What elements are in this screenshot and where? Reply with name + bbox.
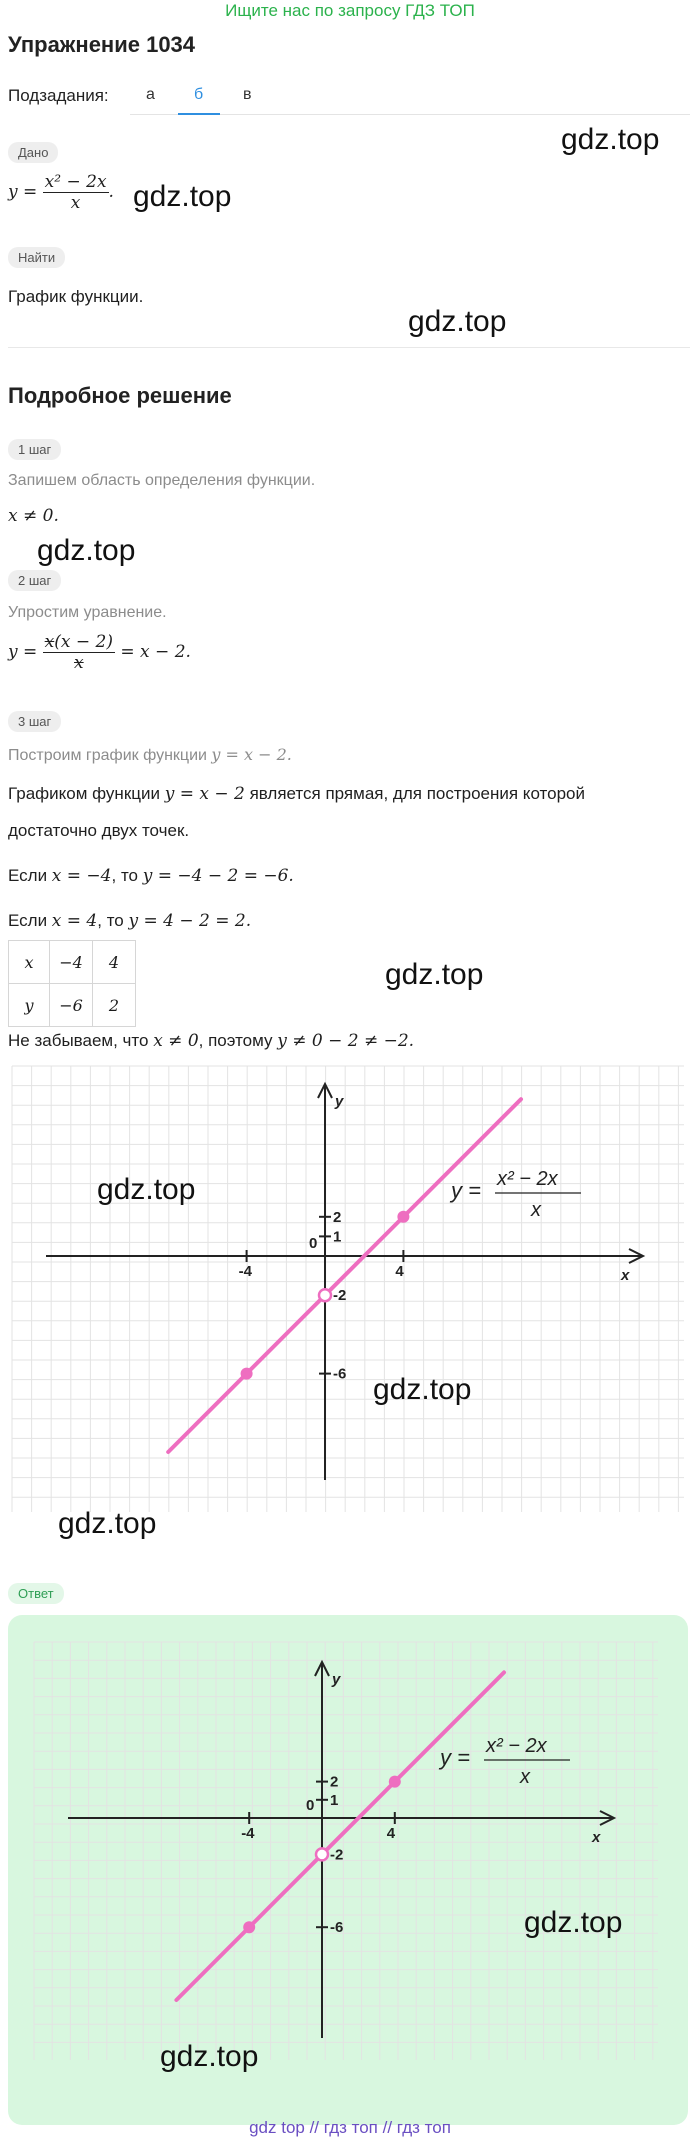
step3-note <box>8 1031 414 1051</box>
watermark: gdz.top <box>373 1373 472 1406</box>
watermark: gdz.top <box>524 1906 623 1939</box>
y-tick-label: -6 <box>333 1365 347 1383</box>
watermark: gdz.top <box>133 180 232 213</box>
step3-desc-text: Построим график функции <box>8 747 212 764</box>
note-a: Не забываем, что <box>8 1031 154 1050</box>
table-cell: y <box>9 984 50 1027</box>
find-badge: Найти <box>8 247 65 268</box>
if1-a: Если <box>8 866 52 885</box>
step3-desc <box>8 745 292 765</box>
note-b: , поэтому <box>198 1031 278 1050</box>
x-tick-label: 4 <box>386 1825 396 1842</box>
data-point <box>241 1368 253 1380</box>
watermark: gdz.top <box>97 1173 196 1206</box>
step3-if2 <box>8 911 251 931</box>
graph-container <box>8 1062 688 1520</box>
step2-den: x <box>74 653 84 673</box>
watermark: gdz.top <box>160 2040 259 2073</box>
data-point <box>389 1776 401 1788</box>
y-tick-label: 1 <box>333 1228 342 1246</box>
given-fraction <box>43 172 109 213</box>
watermark: gdz.top <box>561 123 660 156</box>
graph-equation-num: x² − 2x <box>497 1168 558 1190</box>
step2-desc: Упростим уравнение. <box>8 604 167 621</box>
y-tick-label: -6 <box>330 1919 344 1937</box>
excluded-point <box>319 1289 331 1301</box>
watermark: gdz.top <box>37 534 136 567</box>
graph-equation-den: x <box>520 1766 530 1788</box>
function-line <box>176 1672 504 2000</box>
table-row <box>9 941 136 984</box>
given-eq: = <box>23 182 38 202</box>
step2-formula <box>8 632 191 673</box>
x-axis-label: x <box>592 1829 601 1846</box>
table-cell: −4 <box>50 941 93 984</box>
step3-para2: достаточно двух точек. <box>8 821 190 840</box>
step1-formula: x ≠ 0. <box>8 506 59 526</box>
table-row <box>9 984 136 1027</box>
excluded-point <box>316 1848 328 1860</box>
step3-if1 <box>8 866 294 886</box>
step2-num <box>43 632 115 653</box>
if1-m1: x = −4 <box>51 866 112 886</box>
step2-lhs: y = <box>8 642 38 662</box>
step2-rhs: = x − 2. <box>120 642 191 662</box>
given-den: x <box>70 193 81 213</box>
if1-b: , то <box>111 866 143 885</box>
function-graph <box>8 1062 688 1520</box>
subtasks-label: Подзадания: <box>8 86 109 105</box>
x-axis-label: x <box>621 1267 630 1284</box>
tab-b[interactable]: б <box>194 86 204 103</box>
table-cell: 4 <box>93 941 136 984</box>
given-num: x² − 2x <box>44 172 107 192</box>
step3-p1-formula: y = x − 2 <box>164 784 245 804</box>
watermark: gdz.top <box>408 305 507 338</box>
watermark: gdz.top <box>385 958 484 991</box>
step2-badge: 2 шаг <box>8 570 61 591</box>
answer-graph-container <box>32 1640 662 2068</box>
if1-m2: y = −4 − 2 = −6. <box>142 866 294 886</box>
answer-function-graph <box>32 1640 662 2068</box>
page-title: Упражнение 1034 <box>8 32 196 57</box>
y-axis-label: y <box>332 1671 341 1688</box>
given-formula <box>8 172 114 213</box>
note-m1: x ≠ 0 <box>153 1031 199 1051</box>
step1-desc: Запишем область определения функции. <box>8 472 316 489</box>
if2-m1: x = 4 <box>51 911 98 931</box>
table-cell: −6 <box>50 984 93 1027</box>
y-tick-label: -2 <box>333 1287 347 1305</box>
given-badge: Дано <box>8 142 58 163</box>
origin-label: 0 <box>306 1797 315 1814</box>
step3-p1b: является прямая, для построения которой <box>244 784 585 803</box>
answer-badge: Ответ <box>8 1583 64 1604</box>
table-cell: x <box>9 941 50 984</box>
tab-a[interactable]: а <box>146 86 155 103</box>
if2-m2: y = 4 − 2 = 2. <box>128 911 252 931</box>
y-axis-label: y <box>335 1093 344 1110</box>
values-table <box>8 940 136 1027</box>
footer-links[interactable]: gdz top // гдз топ // гдз топ <box>249 2118 451 2137</box>
top-banner[interactable]: Ищите нас по запросу ГДЗ ТОП <box>225 1 475 20</box>
given-dot: . <box>108 182 114 202</box>
step2-num-rest: (x − 2) <box>54 632 113 652</box>
if2-a: Если <box>8 911 52 930</box>
watermark: gdz.top <box>58 1507 157 1540</box>
tab-v[interactable]: в <box>243 86 252 103</box>
active-tab-indicator <box>178 113 220 115</box>
find-text: График функции. <box>8 287 144 306</box>
graph-equation-num: x² − 2x <box>486 1735 547 1757</box>
given-y: y <box>8 182 18 202</box>
graph-equation-den: x <box>531 1199 541 1221</box>
x-tick-label: 4 <box>395 1263 404 1280</box>
step3-badge: 3 шаг <box>8 711 61 732</box>
solution-heading: Подробное решение <box>8 383 232 408</box>
x-tick-label: -4 <box>238 1263 252 1280</box>
graph-equation-lhs: y = <box>451 1178 481 1203</box>
y-tick-label: 1 <box>330 1791 339 1809</box>
note-m2: y ≠ 0 − 2 ≠ −2. <box>277 1031 415 1051</box>
graph-equation-lhs: y = <box>440 1745 470 1770</box>
step1-badge: 1 шаг <box>8 439 61 460</box>
step3-desc-formula: y = x − 2. <box>211 745 292 764</box>
y-tick-label: 2 <box>330 1773 339 1791</box>
y-tick-label: -2 <box>330 1846 344 1864</box>
step3-para1 <box>8 784 585 804</box>
x-tick-label: -4 <box>241 1825 255 1842</box>
section-divider <box>8 347 690 348</box>
step2-fraction <box>43 632 115 673</box>
if2-b: , то <box>97 911 129 930</box>
table-cell: 2 <box>93 984 136 1027</box>
y-tick-label: 2 <box>333 1208 342 1226</box>
step2-cancel-x: x <box>44 632 55 652</box>
data-point <box>243 1921 255 1933</box>
step3-p1a: Графиком функции <box>8 784 165 803</box>
origin-label: 0 <box>309 1235 318 1252</box>
data-point <box>397 1211 409 1223</box>
